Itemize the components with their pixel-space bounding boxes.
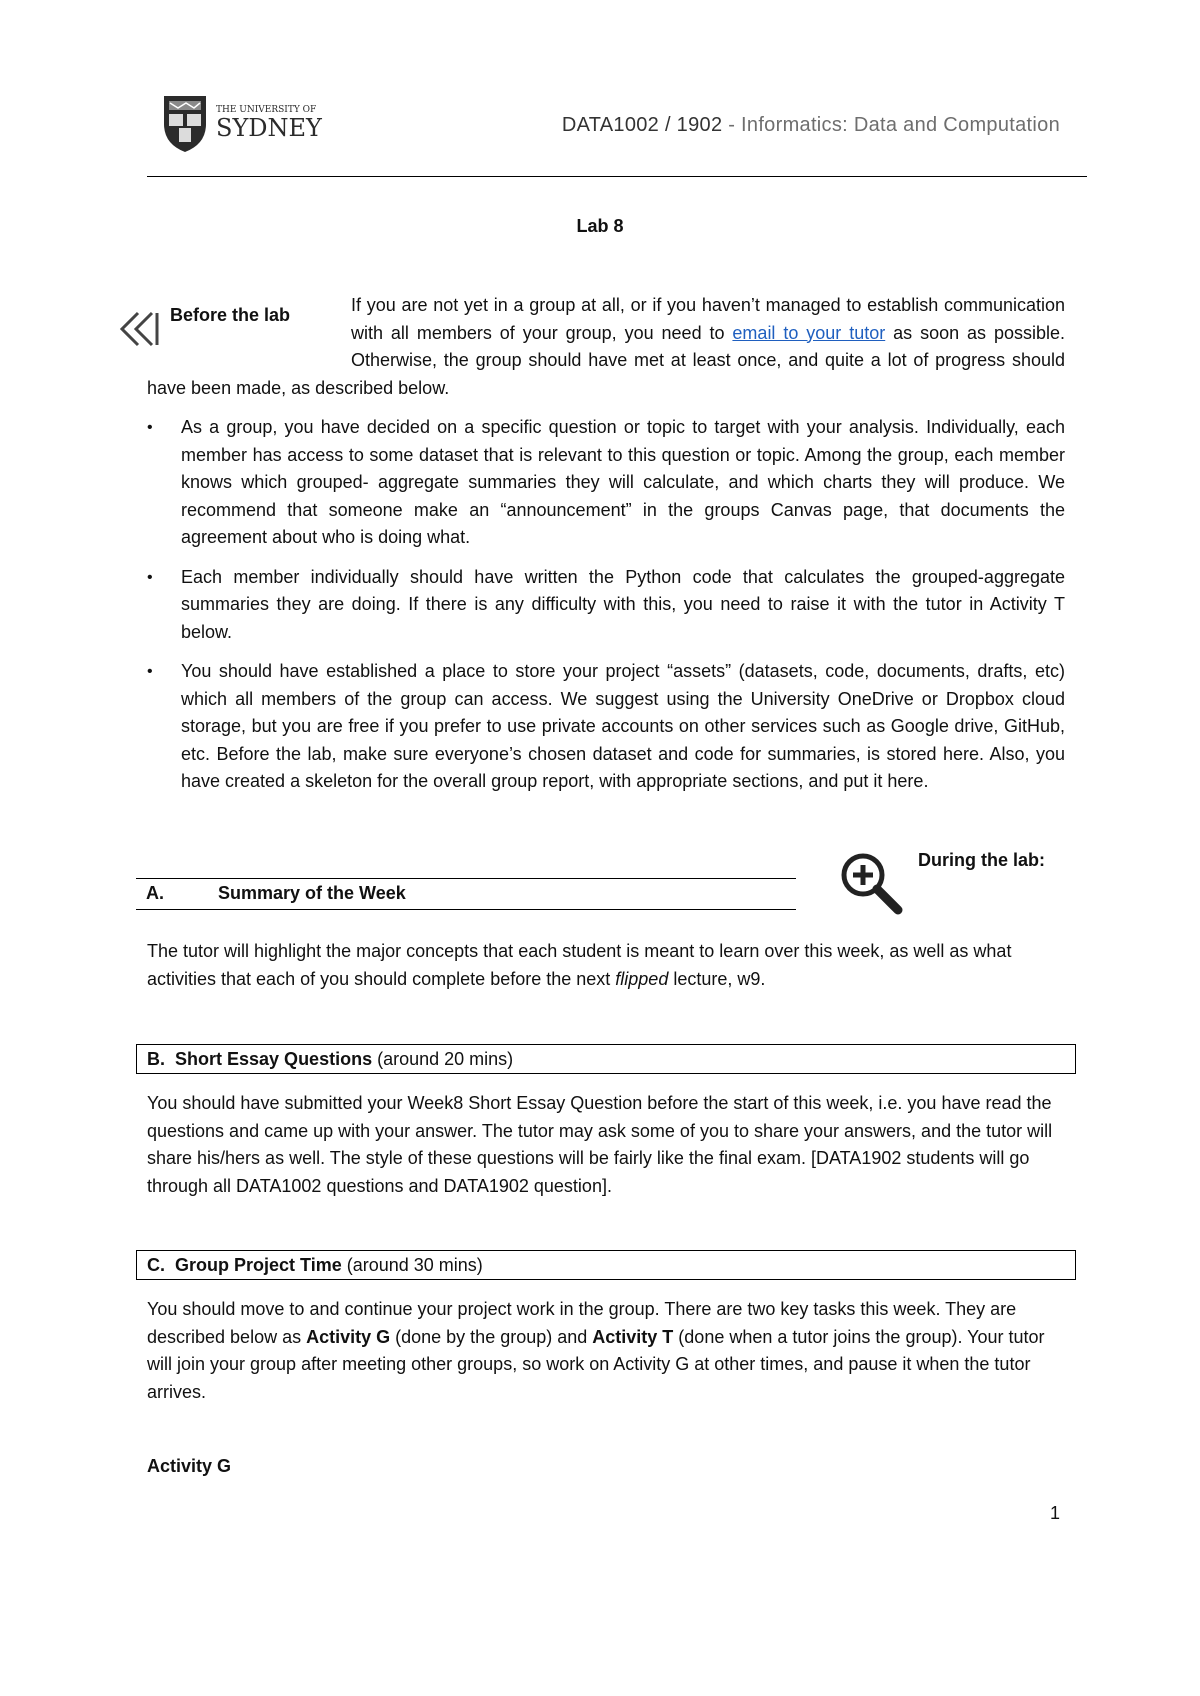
section-c-heading bbox=[136, 1250, 1076, 1280]
activity-t-ref: Activity T bbox=[592, 1326, 674, 1347]
activity-g-heading: Activity G bbox=[147, 1456, 232, 1476]
intro-text-start: If you are not yet in a group at all, or if you haven’t managed to establish communication with all members of your group, you need to bbox=[351, 295, 1065, 343]
section-a-text-end: lecture, w9. bbox=[668, 968, 766, 989]
bullet-icon: • bbox=[147, 568, 153, 586]
section-c-text-1: You should move to and continue your project work in the group. There are two key tasks this week. They are described below as bbox=[147, 1299, 1017, 1347]
list-item bbox=[147, 658, 1065, 796]
magnifier-plus-icon bbox=[836, 848, 906, 918]
section-duration: (around 20 mins) bbox=[372, 1049, 514, 1069]
section-duration: (around 30 mins) bbox=[341, 1255, 483, 1275]
section-c-text-2: (done by the group) and bbox=[390, 1326, 593, 1347]
section-b-body: You should have submitted your Week8 Short Essay Question before the start of this week, i.e. you have read the questions and came up with your answer. The tutor may ask some of you to share your answers, and the tutor will share his/hers as well. The style of these questions will be fairly like the final exam. [DATA1902 students will go through all DATA1002 questions and DATA1902 question]. bbox=[147, 1093, 1053, 1196]
section-c-text-3: (done when a tutor joins the group). Your tutor will join your group after meeting other groups, so work on Activity G at other times, and pause it when the tutor arrives. bbox=[147, 1326, 1045, 1402]
crest-icon bbox=[164, 96, 206, 152]
bullet-icon: • bbox=[147, 663, 153, 680]
section-b-heading bbox=[136, 1044, 1076, 1074]
page-number: 1 bbox=[1049, 1503, 1060, 1523]
section-a-heading bbox=[136, 878, 796, 910]
section-title: Summary of the Week bbox=[218, 883, 406, 903]
section-a-emphasis: flipped bbox=[615, 968, 669, 989]
university-logo bbox=[160, 94, 330, 154]
list-item-text: As a group, you have decided on a specific question or topic to target with your analysis. Individually, each member has access to some dataset that is relevant to this question or topic. Among the group, each member knows which grouped- aggregate summaries they will calculate, and which charts they will produce. We recommend that someone make an “announcement” in the groups Canvas page, that documents the agreement about who is doing what. bbox=[181, 417, 1065, 547]
list-item bbox=[147, 414, 1065, 552]
email-tutor-link[interactable]: email to your tutor bbox=[732, 322, 886, 343]
intro-indent-spacer bbox=[147, 292, 351, 374]
course-header bbox=[562, 114, 1060, 137]
intro-text-end: as soon as possible. Otherwise, the group should have met at least once, and quite a lot of progress should have been made, as described below. bbox=[147, 322, 1065, 398]
before-lab-checklist bbox=[147, 414, 1065, 808]
svg-text:SYDNEY: SYDNEY bbox=[216, 114, 322, 142]
before-lab-intro bbox=[147, 292, 1065, 402]
section-title: Short Essay Questions bbox=[175, 1049, 373, 1069]
course-subtitle: - Informatics: Data and Computation bbox=[722, 114, 1060, 136]
list-item-text: Each member individually should have written the Python code that calculates the grouped-aggregate summaries they are doing. If there is any difficulty with this, you need to raise it with the tutor in Activity T below. bbox=[181, 566, 1065, 642]
lab-title: Lab 8 bbox=[576, 216, 624, 236]
bullet-icon: • bbox=[147, 419, 153, 436]
section-a-text-start: The tutor will highlight the major concepts that each student is meant to learn over this week, as well as what activities that each of you should complete before the next bbox=[147, 941, 1012, 989]
section-letter: A. bbox=[146, 883, 164, 903]
svg-text:THE UNIVERSITY OF: THE UNIVERSITY OF bbox=[216, 105, 317, 115]
section-a-body bbox=[147, 938, 1065, 993]
header-divider bbox=[147, 176, 1087, 177]
list-item bbox=[147, 564, 1065, 647]
section-letter: C. bbox=[147, 1255, 165, 1275]
before-lab-label: Before the lab bbox=[170, 305, 291, 325]
section-letter: B. bbox=[147, 1049, 165, 1069]
during-lab-label: During the lab: bbox=[918, 850, 1045, 870]
section-c-body bbox=[147, 1296, 1065, 1406]
activity-g-ref: Activity G bbox=[306, 1326, 391, 1347]
course-code: DATA1002 / 1902 bbox=[561, 114, 723, 136]
list-item-text: You should have established a place to store your project “assets” (datasets, code, documents, drafts, etc) which all members of the group can access. We suggest using the University OneDrive or Dropbox cloud storage, but you are free if you prefer to use private accounts on other services such as Google drive, GitHub, etc. Before the lab, make sure everyone’s chosen dataset and code for summaries, is stored here. Also, you have created a skeleton for the overall group report, with appropriate sections, and put it here. bbox=[181, 661, 1065, 791]
section-title: Group Project Time bbox=[175, 1255, 342, 1275]
